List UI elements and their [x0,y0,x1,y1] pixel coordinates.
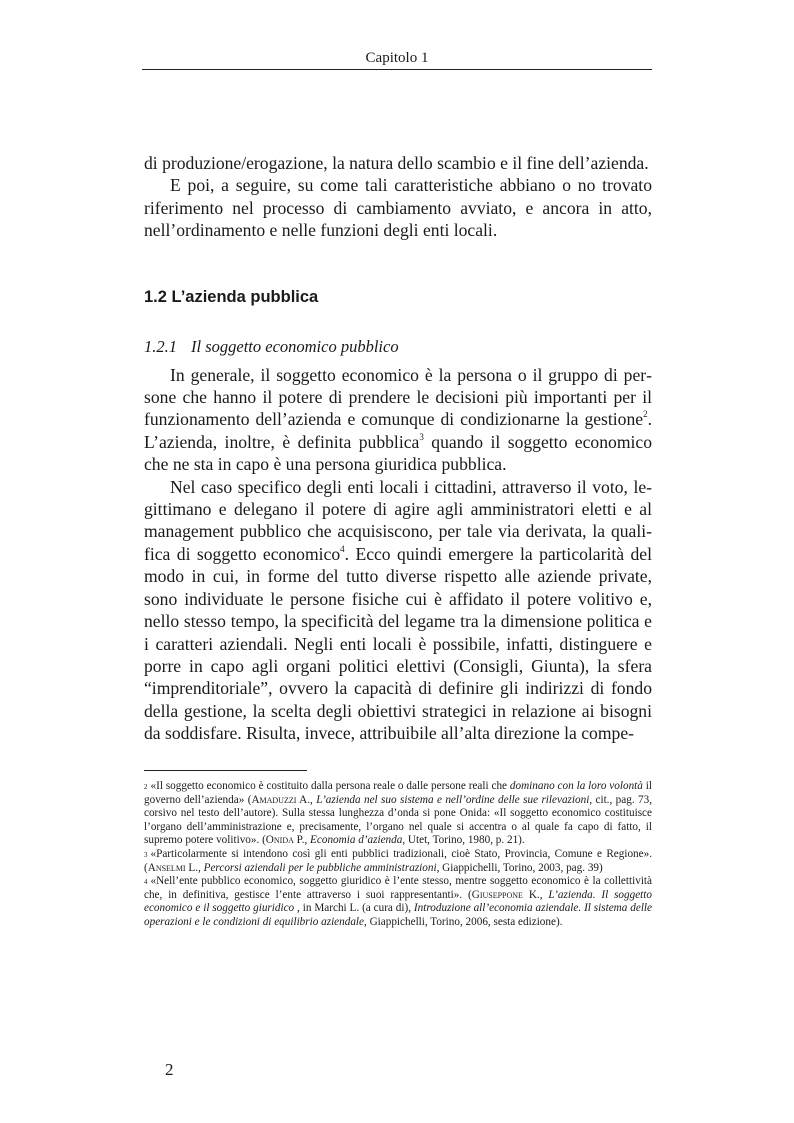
subsection-number: 1.2.1 [144,336,177,356]
footnotes [144,780,652,930]
text-run: . L’azienda, inoltre, è definita pubblica [144,409,652,452]
footnote-ref[interactable]: 3 [419,431,424,442]
text-run: , Giappichelli, Torino, 2003, pag. 39) [436,861,603,874]
subsection-heading [144,336,652,358]
text-run: . Ecco quindi emergere la particolarità del modo in cui, in forme del tutto diverse rispetto alle aziende private, sono individuate le persone fisiche cui è affidato il potere volitivo e, nello stesso tempo, la specificità del legame tra la dimensione politica e i caratteri aziendali. Negli enti locali è possibile, infatti, distinguere e porre in capo agli organi politici elettivi (Consigli, Giunta), la sfera “imprenditoriale”, ovvero la capacità di definire gli indirizzi di fondo della gestione, la scelta degli obiettivi strategici in relazione ai bisogni da soddisfare. Risulta, invece, attribuibile all’alta direzione la compe- [144,543,652,744]
footnote-ref[interactable]: 2 [643,409,648,420]
text-run: «Particolarmente si intendono così gli enti pubblici tradizionali, cioè Stato, Provincia, Comune e Regione». ( [144,847,652,874]
footnote-rule [144,770,307,771]
text-run: K., [522,888,549,901]
running-header: Capitolo 1 [365,50,429,66]
text-run: , in Marchi L. (a cura di), [294,902,414,915]
author-name: Giuseppone [471,888,523,901]
footnote [144,848,652,875]
text-run: Nel caso specifico degli enti locali i cittadini, attraverso il voto, legittimano e delegano il potere di agire agli amministratori eletti e al management pubblico che acquisiscono, per tale via derivata, la qualifica di soggetto economico [144,476,652,564]
footnote [144,875,652,929]
italic-run: L’azienda. Il soggetto economico e il soggetto giuridico [144,888,652,915]
footnote-mark: 2 [144,783,148,791]
body-text [144,152,652,745]
text-run: In generale, il soggetto economico è la persona o il gruppo di persone che hanno il potere di prendere le decisioni più importanti per il funzionamento dell’azienda e comunque di condizionarne la gestione [144,364,652,430]
text-run: , cit., pag. 73, corsivo nel testo dell’autore). Sulla stessa lunghezza d’onda si pone Onida: «Il soggetto economico costituisce l’organo dell’amministrazione e, precisamente, l’organo nel quale si accentra o al quale fa capo di fatto, il supremo potere volitivo». ( [144,793,653,847]
author-name: Onida [265,834,294,847]
italic-run: dominano con la loro volontà [509,780,643,792]
footnote-ref[interactable]: 4 [340,543,345,554]
text-run: «Nell’ente pubblico economico, soggetto giuridico è l’ente stesso, mentre soggetto economico è la collettività che, in definitiva, gestisce l’ente attraverso i suoi rappresentanti». ( [144,875,652,901]
text-run: , Giappichelli, Torino, 2006, sesta edizione). [364,915,563,928]
subsection-title: Il soggetto economico pubblico [191,336,399,356]
author-name: Anselmi [147,861,186,874]
author-name: Amaduzzi [251,793,297,806]
text-run: il governo dell’azienda» ( [144,780,652,806]
footnote-mark: 3 [144,850,148,859]
paragraph [144,476,652,745]
paragraph [144,364,652,476]
footnote-mark: 4 [144,878,148,887]
text-run: A., [296,793,317,806]
italic-run: Economia d’azienda [310,834,403,847]
italic-run: L’azienda nel suo sistema e nell’ordine delle sue rilevazioni [316,793,590,806]
italic-run: Percorsi aziendali per le pubbliche amministrazioni [203,861,437,874]
italic-run: Introduzione all’economia aziendale. Il sistema delle operazioni e le condizioni di equilibrio aziendale [144,902,652,928]
text-run: P., [293,834,311,847]
paragraph: di produzione/erogazione, la natura dello scambio e il fine dell’azienda. [144,153,649,173]
header-rule [142,69,652,70]
paragraph: E poi, a seguire, su come tali caratteristiche abbiano o no trovato riferimento nel processo di cambiamento avviato, e ancora in atto, nell’ordinamento e nelle funzioni degli enti locali. [144,175,652,241]
text-run: «Il soggetto economico è costituito dalla persona reale o dalle persone reali che [150,780,510,792]
text-run: , Utet, Torino, 1980, p. 21). [402,834,525,847]
section-heading: 1.2 L’azienda pubblica [144,287,319,306]
text-run: L., [185,861,204,874]
text-run: quando il soggetto economico che ne sta in capo è una persona giuridica pubblica. [144,431,652,475]
footnote [144,780,652,848]
page-number: 2 [165,1060,174,1079]
